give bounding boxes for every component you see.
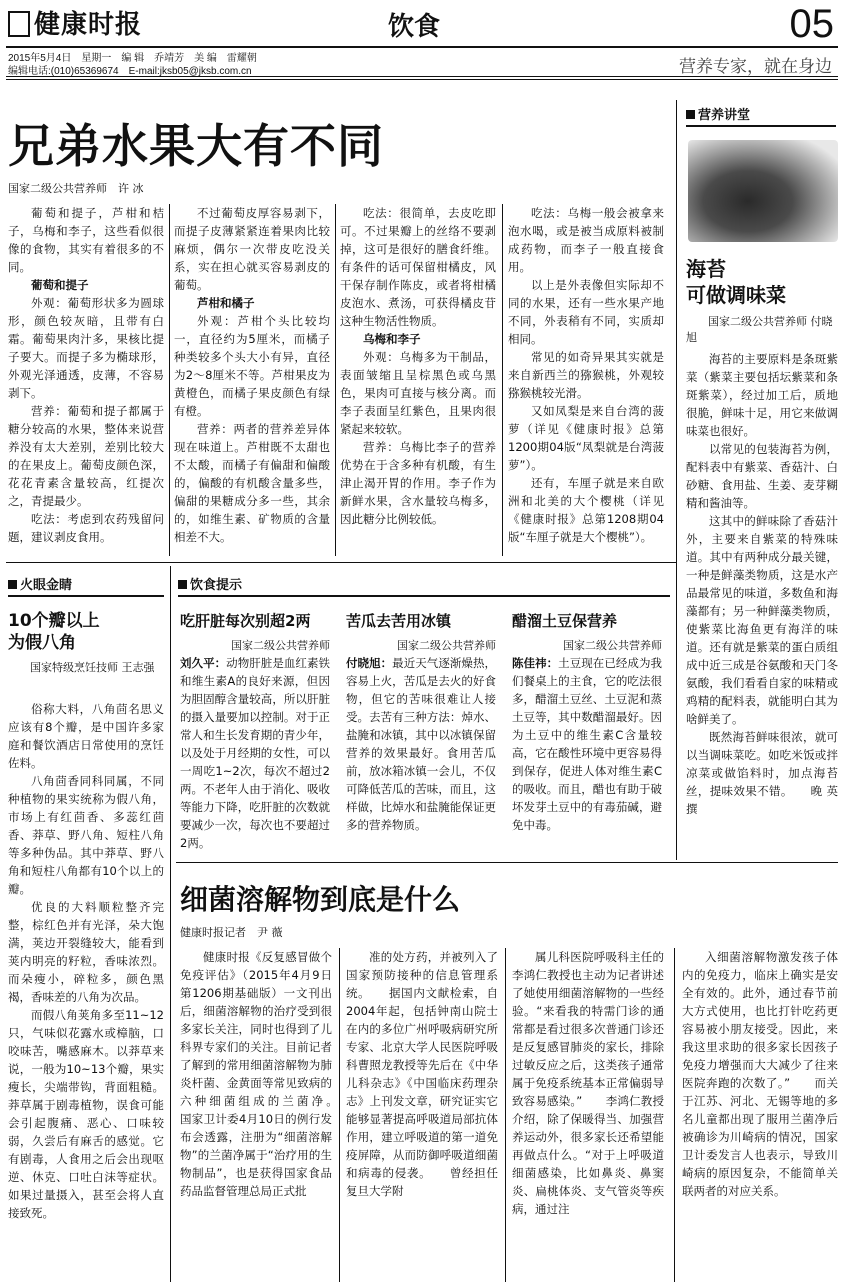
paragraph: 海苔的主要原料是条斑紫菜（紫菜主要包括坛紫菜和条斑紫菜），经过加工后，质地很脆，鲜味十足，用它来做调味菜也很好。	[686, 352, 838, 438]
lead-col-3	[340, 204, 496, 558]
star-anise-title-line1: 10个瓣以上	[8, 611, 100, 631]
paragraph: 不过葡萄皮厚容易剥下，而提子皮薄紧紧连着果肉比较麻烦，偶尔一次带皮吃没关系，实在担心就买容易剥皮的葡萄。	[174, 206, 330, 292]
subhead: 葡萄和提子	[31, 278, 89, 292]
tip-bittermelon-body: 付晓旭：最近天气逐渐燥热，容易上火，苦瓜是去火的好食物，但它的苦味很难让人接受。去苦有三种方法：焯水、盐腌和冰镇，其中以冰镇保留营养的效果最好。食用苦瓜前，放冰箱冰镇一会儿，不仅可降低苦瓜的苦味，而且，这样做，比焯水和盐腌能保证更多的营养物质。	[346, 656, 496, 832]
paragraph: 还有，车厘子就是来自欧洲和北美的大个樱桃（详见《健康时报》总第1208期04版“车厘子就是大个樱桃”）。	[508, 476, 664, 544]
bacteria-col-2: 准的处方药，并被列入了国家预防接种的信息管理系统。 据国内文献检索，自2004年起，包括钟南山院士在内的多位广州呼吸病研究所专家、北京大学人民医院呼吸科曹照龙教授等先后在《中华儿科杂志》《中国临床药理杂志》上刊发文章，研究证实它能够显著提高呼吸道局部抗体作用，建立呼吸道的第一道免疫屏障，从而防御呼吸道细菌和病毒的侵袭。 曾经担任复旦大学附	[346, 950, 498, 1198]
issue-meta: 2015年5月4日 星期一 编 辑 乔靖芳 美 编 雷耀朝	[8, 53, 257, 64]
divider	[502, 204, 503, 556]
tip-liver-body: 刘久平：动物肝脏是血红素铁和维生素A的良好来源，但因为胆固醇含量较高，所以肝脏的摄入量要加以控制。对于正常人和生长发育期的青少年，以及处于月经期的女性，可以一周吃1~2次，每次不超过2两。不老年人由于消化、吸收等能力下降，吃肝脏的次数就要减少一次，每次也不要超过2两。	[180, 656, 330, 850]
fire-eye-section-header: 火眼金睛	[8, 574, 164, 597]
paragraph: 吃法：乌梅一般会被拿来泡水喝，或是被当成原料被制成药物，而李子一般直接食用。	[508, 206, 664, 274]
paragraph: 又如凤梨是来自台湾的菠萝（详见《健康时报》总第1200期04版“凤梨就是台湾菠萝”）。	[508, 404, 664, 472]
logo-text: 健康时报	[34, 10, 143, 40]
tip-liver-byline: 国家二级公共营养师	[231, 639, 330, 652]
lead-byline: 国家二级公共营养师 许 冰	[8, 182, 144, 195]
tip-liver-author: 刘久平：	[180, 656, 227, 670]
bacteria-col-1: 健康时报《反复感冒做个免疫评估》（2015年4月9日第1206期基础版）一文刊出后，细菌溶解物的治疗受到很多家长关注，同时也得到了儿科界专家们的关注。目前记者了解到的常用细菌溶解物为肺炎杆菌、金黄面等常见致病的六种细菌组成的兰菌净。 国家卫计委4月10日的例行发布会透露，注册为“细菌溶解物”的兰菌净属于“治疗用的生物制品”，也是获得国家食品药品监督管理总局正式批	[180, 950, 332, 1198]
editor-contact: 编辑电话:(010)65369674 E-mail:jksb05@jksb.com.cn	[8, 66, 252, 77]
header-rule	[6, 46, 838, 48]
lead-headline: 兄弟水果大有不同	[8, 119, 384, 173]
logo-mark-icon	[8, 11, 30, 37]
tip-potato-body: 陈佳祎：土豆现在已经成为我们餐桌上的主食，它的吃法很多，醋溜土豆丝、土豆泥和蒸土豆等，其中数醋溜最好。因为土豆中的维生素C含量较高，它在酸性环境中更容易得到保存，促进人体对维生素C的吸收。而且，醋也有助于破坏发芽土豆中的有毒茄碱，避免中毒。	[512, 656, 662, 832]
subhead: 乌梅和李子	[363, 332, 421, 346]
header-rule-3	[6, 79, 838, 80]
paragraph: 营养：两者的营养差异体现在味道上。芦柑既不太甜也不太酸，而橘子有偏甜和偏酸的，偏酸的有机酸含量多些，偏甜的果糖成分多一些，其余的，如维生素、矿物质的含量相差不大。	[174, 422, 330, 544]
square-bullet-icon	[178, 580, 187, 589]
paragraph: 常见的如奇异果其实就是来自新西兰的猕猴桃，外观较猕猴桃较光滑。	[508, 350, 664, 400]
star-anise-byline: 国家特级烹饪技师 王志强	[30, 661, 155, 674]
newspaper-logo	[8, 4, 142, 41]
bacteria-headline: 细菌溶解物到底是什么	[180, 883, 461, 916]
seaweed-body	[686, 350, 838, 860]
tip-bittermelon-byline: 国家二级公共营养师	[397, 639, 496, 652]
paragraph: 吃法：考虑到农药残留问题，建议剥皮食用。	[8, 512, 164, 544]
seaweed-title-line2: 可做调味菜	[686, 283, 786, 307]
divider	[6, 562, 676, 563]
paragraph: 俗称大料，八角茴名思义应该有8个瓣，是中国许多家庭和餐饮酒店日常使用的烹饪佐料。	[8, 702, 164, 770]
paragraph: 以上是外表像但实际却不同的水果，还有一些水果产地不同，外表稍有不同，实质却相同。	[508, 278, 664, 346]
divider	[170, 566, 171, 1282]
header-rule-2	[6, 76, 838, 77]
bacteria-col-4: 入细菌溶解物激发孩子体内的免疫力，临床上确实是安全有效的。此外，通过春节前大方式使用，也比打针吃药更容易被小朋友接受。因此，来我这里求助的很多家长因孩子免疫力增强而大大减少了往来医院奔跑的次数了。” 而关于江苏、河北、无锡等地的多名儿童都出现了服用兰菌净后被确诊为川崎病的情况，国家卫计委发言人也表示，导致川崎病的原因复杂，不能简单关联两者的对应关系。	[682, 950, 838, 1198]
seaweed-photo	[688, 140, 838, 242]
lead-col-2	[174, 204, 330, 558]
sidebar-section-header: 营养讲堂	[686, 104, 836, 127]
paragraph: 外观：芦柑个头比较均一，直径约为5厘米，而橘子种类较多个头大小有异，直径为2～8厘米不等。芦柑果皮为黄橙色，而橘子果皮颜色有绿有橙。	[174, 314, 330, 418]
seaweed-byline: 国家二级公共营养师 付晓旭	[686, 315, 833, 344]
divider	[176, 862, 838, 863]
square-bullet-icon	[8, 580, 17, 589]
tip-bittermelon-author: 付晓旭：	[346, 656, 393, 670]
paragraph: 营养：葡萄和提子都属于糖分较高的水果，整体来说营养没有太大差别，差别比较大的在果皮上。葡萄皮颜色深，花花青素含量较高，红提次之，青提最少。	[8, 404, 164, 508]
paragraph: 优良的大料顺粒整齐完整，棕红色并有光泽，朵大饱满，荚边开裂缝较大，能看到荚内明亮的籽粒，香味浓烈。而朵瘦小，碎粒多，颜色黑褐，香味差的八角为次品。	[8, 900, 164, 1004]
divider	[674, 948, 675, 1282]
tip-potato-title: 醋溜土豆保营养	[512, 612, 618, 630]
page-number: 05	[789, 2, 834, 46]
section-name: 饮食	[388, 12, 441, 42]
divider	[335, 204, 336, 556]
divider	[676, 100, 677, 860]
divider	[169, 204, 170, 556]
tip-potato-author: 陈佳祎：	[512, 656, 559, 670]
slogan: 营养专家，就在身边	[679, 57, 832, 77]
divider	[339, 948, 340, 1282]
subhead: 芦柑和橘子	[197, 296, 255, 310]
paragraph: 外观：乌梅多为干制品，表面皱缩且呈棕黑色或乌黑色，果肉可直接与核分离。而李子表面呈红紫色，且果肉很紧起来较软。	[340, 350, 496, 436]
paragraph: 八角茴香同科同属，不同种植物的果实统称为假八角，市场上有红茴香、多蕊红茴香、莽草、野八角、短柱八角等多种伪品。其中莽草、野八角和短柱八角都有10个以上的瓣。	[8, 774, 164, 896]
paragraph: 葡萄和提子，芦柑和桔子，乌梅和李子，这些看似很像的食物，其实有着很多的不同。	[8, 206, 164, 274]
lead-col-4	[508, 204, 664, 558]
lead-col-1	[8, 204, 164, 558]
tip-potato-byline: 国家二级公共营养师	[563, 639, 662, 652]
paragraph: 吃法：很简单，去皮吃即可。不过果瓣上的丝络不要剥掉，这可是很好的膳食纤维。有条件的话可保留柑橘皮，风干保存制作陈皮，或者将柑橘皮泡水、煮汤，可获得橘皮苷这种生物活性物质。	[340, 206, 496, 328]
star-anise-title-line2: 为假八角	[8, 633, 76, 653]
bacteria-byline: 健康时报记者 尹 薇	[180, 926, 283, 939]
paragraph: 营养：乌梅比李子的营养优势在于含多种有机酸，有生津止渴开胃的作用。李子作为新鲜水果，含水量较乌梅多，因此糖分比例较低。	[340, 440, 496, 526]
bacteria-col-3: 属儿科医院呼吸科主任的李鸿仁教授也主动为记者讲述了她使用细菌溶解物的一些经验。“来看我的特需门诊的通常都是看过很多次普通门诊还是反复感冒肺炎的家长，排除过敏反应之后，这类孩子通常属于免疫系统基本正常偏弱导致容易感染。” 李鸿仁教授介绍，除了保暖得当、加强营养运动外，很多家长还希望能再做点什么。“对于上呼吸道细菌感染，比如鼻炎、鼻窦炎、扁桃体炎、支气管炎等疾病，通过注	[512, 950, 664, 1216]
paragraph: 既然海苔鲜味很浓，就可以当调味菜吃。如吃米饭或拌凉菜或做馅料时，加点海苔丝，提味效果不错。 晚 英撰	[686, 730, 838, 816]
paragraph: 外观：葡萄形状多为圆球形，颜色较灰暗，且带有白霜。葡萄果肉汁多，果核比提子要大。而提子多为椭球形，外观光泽通透，皮薄，不容易剥下。	[8, 296, 164, 400]
star-anise-body	[8, 700, 164, 1280]
tip-bittermelon-title: 苦瓜去苦用冰镇	[346, 612, 452, 630]
tips-section-header: 饮食提示	[178, 574, 670, 597]
square-bullet-icon	[686, 110, 695, 119]
paragraph: 以常见的包装海苔为例，配料表中有紫菜、香菇汁、白砂糖、食用盐、生姜、麦芽糊精和酱油等。	[686, 442, 838, 510]
paragraph: 这其中的鲜味除了香菇汁外，主要来自紫菜的特殊味道。其中有两种成分最关键，一种是鲜藻类物质，这是水产品最常见的味道，多数鱼和海藻都有；另一种鲜藻类物质，使紫菜比海鱼更有海洋的味道。还有就是紫菜的蛋白质组成中近三成是谷氨酸和天门冬氨酸，我们看看自家的味精或鸡精的配料表，就能明白其为啥鲜美了。	[686, 514, 838, 726]
paragraph: 而假八角荚角多至11~12只，气味似花露水或樟脑，口咬味苦，嘴感麻木。以莽草来说，一般为10~13个瓣，果实瘦长，尖端带钩，背面粗糙。莽草属于剧毒植物，误食可能会引起腹痛、恶心、口味较弱，久尝后有麻舌的感觉。它有剧毒，人食用之后会出现呕逆、休克、口吐白沫等症状。如果过量摄入，甚至会将人直接致死。	[8, 1008, 164, 1220]
seaweed-title-line1: 海苔	[686, 257, 726, 281]
divider	[505, 948, 506, 1282]
tip-liver-title: 吃肝脏每次别超2两	[180, 612, 311, 630]
